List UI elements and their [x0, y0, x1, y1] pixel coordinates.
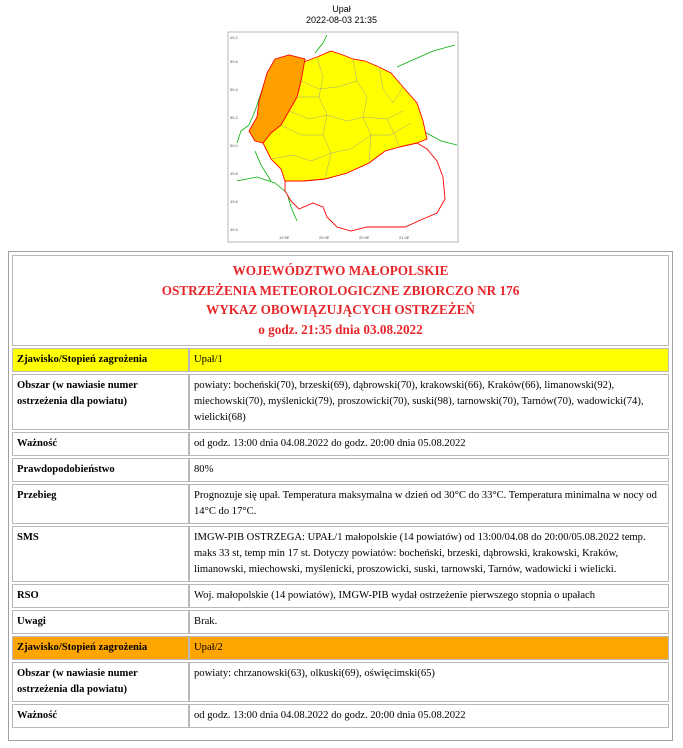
lat-tick: 49.6	[230, 199, 238, 204]
header-time: o godz. 21:35 dnia 03.08.2022	[258, 321, 423, 337]
table-row	[12, 526, 669, 582]
warning-map	[227, 31, 459, 243]
phenomenon-label: Zjawisko/Stopień zagrożenia	[12, 636, 189, 660]
rso-label: RSO	[12, 584, 189, 608]
phenomenon-value: Upał/2	[189, 636, 669, 660]
validity-label: Ważność	[12, 704, 189, 728]
map-caption	[0, 4, 683, 26]
area-label: Obszar (w nawiasie numer ostrzeżenia dla powiatu)	[12, 374, 189, 430]
warnings-panel	[8, 251, 673, 741]
rso-value: Woj. małopolskie (14 powiatów), IMGW-PIB wydał ostrzeżenie pierwszego stopnia o upałach	[189, 584, 669, 608]
warnings-table	[12, 346, 669, 730]
header-voivodeship: WOJEWÓDZTWO MAŁOPOLSKIE	[232, 263, 449, 278]
area-value: powiaty: chrzanowski(63), olkuski(69), oświęcimski(65)	[189, 662, 669, 702]
validity-label: Ważność	[12, 432, 189, 456]
course-value: Prognozuje się upał. Temperatura maksymalna w dzień od 30°C do 33°C. Temperatura minimalna w nocy od 14°C do 17°C.	[189, 484, 669, 524]
area-value: powiaty: bocheński(70), brzeski(69), dąbrowski(70), krakowski(66), Kraków(66), limanowski(92), miechowski(70), myślenicki(79), proszowicki(70), suski(98), tarnowski(70), Tarnów(70), wadowicki(74), wielicki(68)	[189, 374, 669, 430]
sms-value: IMGW-PIB OSTRZEGA: UPAŁ/1 małopolskie (14 powiatów) od 13:00/04.08 do 20:00/05.08.2022 temp. maks 33 st, temp min 17 st. Dotyczy powiatów: bocheński, brzeski, dąbrowski, krakowski, Kraków, limanowski, miechowski, myślenicki, proszowicki, suski, tarnowski, Tarnów, wadowicki i wielicki.	[189, 526, 669, 582]
lon-tick: 20.5E	[359, 235, 370, 240]
phenomenon-value: Upał/1	[189, 348, 669, 372]
map-title: Upał	[332, 4, 351, 14]
table-row	[12, 432, 669, 456]
table-row	[12, 458, 669, 482]
table-row	[12, 610, 669, 634]
probability-value: 80%	[189, 458, 669, 482]
course-label: Przebieg	[12, 484, 189, 524]
lon-tick: 21.0E	[399, 235, 410, 240]
probability-label: Prawdopodobieństwo	[12, 458, 189, 482]
phenomenon-label: Zjawisko/Stopień zagrożenia	[12, 348, 189, 372]
lon-tick: 19.5E	[279, 235, 290, 240]
lon-tick: 20.0E	[319, 235, 330, 240]
lat-tick: 49.8	[230, 171, 238, 176]
lat-tick: 50.0	[230, 143, 238, 148]
lat-tick: 49.4	[230, 227, 238, 232]
lat-tick: 50.2	[230, 115, 238, 120]
validity-value: od godz. 13:00 dnia 04.08.2022 do godz. 20:00 dnia 05.08.2022	[189, 704, 669, 728]
validity-value: od godz. 13:00 dnia 04.08.2022 do godz. 20:00 dnia 05.08.2022	[189, 432, 669, 456]
lat-tick: 49.2	[230, 35, 238, 40]
notes-label: Uwagi	[12, 610, 189, 634]
lat-tick: 50.6	[230, 59, 238, 64]
table-row	[12, 584, 669, 608]
header-subtitle: WYKAZ OBOWIĄZUJĄCYCH OSTRZEŻEŃ	[206, 302, 475, 317]
table-row	[12, 348, 669, 372]
notes-value: Brak.	[189, 610, 669, 634]
table-row	[12, 636, 669, 660]
table-row	[12, 484, 669, 524]
table-row	[12, 374, 669, 430]
table-row	[12, 662, 669, 702]
area-label: Obszar (w nawiasie numer ostrzeżenia dla powiatu)	[12, 662, 189, 702]
lat-tick: 50.4	[230, 87, 238, 92]
map-datetime: 2022-08-03 21:35	[305, 15, 378, 25]
header-title: OSTRZEŻENIA METEOROLOGICZNE ZBIORCZO NR 176	[161, 282, 520, 298]
warning-map-svg	[227, 31, 459, 243]
sms-label: SMS	[12, 526, 189, 582]
table-row	[12, 704, 669, 728]
warnings-header	[12, 255, 669, 346]
